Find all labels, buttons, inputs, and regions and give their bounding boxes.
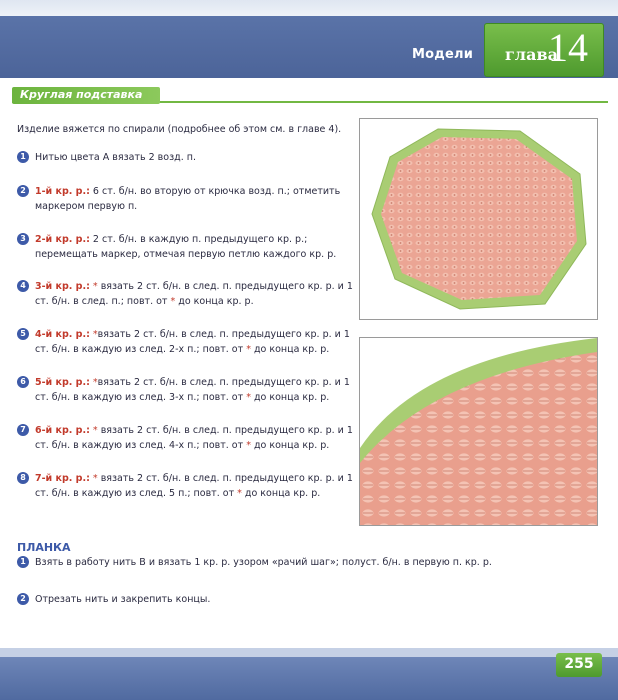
repeat-star: * (92, 329, 98, 340)
row-label: 1-й кр. р.: (35, 186, 90, 197)
step-number-badge: 2 (17, 593, 29, 605)
step-text-end: до конца кр. р. (250, 440, 330, 451)
crochet-closeup-image (360, 338, 597, 525)
step-7 (17, 423, 357, 453)
planka-step-1 (17, 555, 577, 570)
step-text-end: до конца кр. р. (250, 392, 330, 403)
repeat-star: * (246, 392, 251, 403)
footer-bar (0, 657, 618, 700)
step-3 (17, 232, 357, 262)
step-number-badge: 4 (17, 280, 29, 292)
repeat-star: * (237, 488, 242, 499)
repeat-star: * (92, 473, 98, 484)
row-label: 3-й кр. р.: (35, 281, 90, 292)
crochet-coaster-image (360, 119, 597, 319)
chapter-word: глава (505, 45, 558, 64)
top-band (0, 0, 618, 16)
row-label: 7-й кр. р.: (35, 473, 90, 484)
chapter-number: 14 (548, 25, 588, 70)
section-name: Модели (411, 47, 473, 62)
step-number-badge: 6 (17, 376, 29, 388)
step-text: вязать 2 ст. б/н. в след. п. предыдущего кр. р. и 1 ст. б/н. в каждую из след. 2-х п.; повт. от (35, 329, 350, 355)
page-number: 255 (564, 656, 594, 672)
coaster-photo (359, 118, 598, 320)
step-text: 6 ст. б/н. во вторую от крючка возд. п.; отметить маркером первую п. (35, 186, 341, 212)
step-text-end: до конца кр. р. (250, 344, 330, 355)
repeat-star: * (92, 425, 98, 436)
intro-text: Изделие вяжется по спирали (подробнее об этом см. в главе 4). (17, 124, 342, 135)
step-number-badge: 3 (17, 233, 29, 245)
step-text: вязать 2 ст. б/н. в след. п. предыдущего кр. р. и 1 ст. б/н. в след. п.; повт. от (35, 281, 353, 307)
coaster-closeup-photo (359, 337, 598, 526)
step-number-badge: 8 (17, 472, 29, 484)
row-label: 5-й кр. р.: (35, 377, 90, 388)
repeat-star: * (92, 377, 98, 388)
row-label: 4-й кр. р.: (35, 329, 90, 340)
step-number-badge: 5 (17, 328, 29, 340)
step-number-badge: 7 (17, 424, 29, 436)
section-title: Круглая подставка (20, 88, 143, 101)
step-4 (17, 279, 357, 309)
step-text: вязать 2 ст. б/н. в след. п. предыдущего кр. р. и 1 ст. б/н. в каждую из след. 3-х п.; повт. от (35, 377, 350, 403)
step-text: Взять в работу нить В и вязать 1 кр. р. узором «рачий шаг»; полуст. б/н. в первую п. кр. р. (35, 557, 492, 568)
planka-step-2 (17, 592, 577, 607)
step-text-end: до конца кр. р. (175, 296, 254, 307)
step-text: Отрезать нить и закрепить концы. (35, 594, 211, 605)
repeat-star: * (246, 440, 251, 451)
planka-heading: ПЛАНКА (17, 541, 71, 554)
repeat-star: * (246, 344, 251, 355)
step-text: 2 ст. б/н. в каждую п. предыдущего кр. р.; перемещать маркер, отмечая первую петлю каждого кр. р. (35, 234, 337, 260)
repeat-star: * (170, 296, 176, 307)
row-label: 2-й кр. р.: (35, 234, 90, 245)
step-number-badge: 1 (17, 151, 29, 163)
footer-band (0, 648, 618, 657)
step-text: вязать 2 ст. б/н. в след. п. предыдущего кр. р. и 1 ст. б/н. в каждую из след. 5 п.; повт. от (35, 473, 353, 499)
step-number-badge: 2 (17, 185, 29, 197)
row-label: 6-й кр. р.: (35, 425, 90, 436)
step-number-badge: 1 (17, 556, 29, 568)
step-text: вязать 2 ст. б/н. в след. п. предыдущего кр. р. и 1 ст. б/н. в каждую из след. 4-х п.; повт. от (35, 425, 353, 451)
step-text-end: до конца кр. р. (241, 488, 321, 499)
step-text: Нитью цвета А вязать 2 возд. п. (35, 152, 196, 163)
step-6 (17, 375, 357, 405)
step-8 (17, 471, 357, 501)
step-2 (17, 184, 357, 214)
step-5 (17, 327, 357, 357)
step-1 (17, 150, 357, 165)
repeat-star: * (92, 281, 98, 292)
